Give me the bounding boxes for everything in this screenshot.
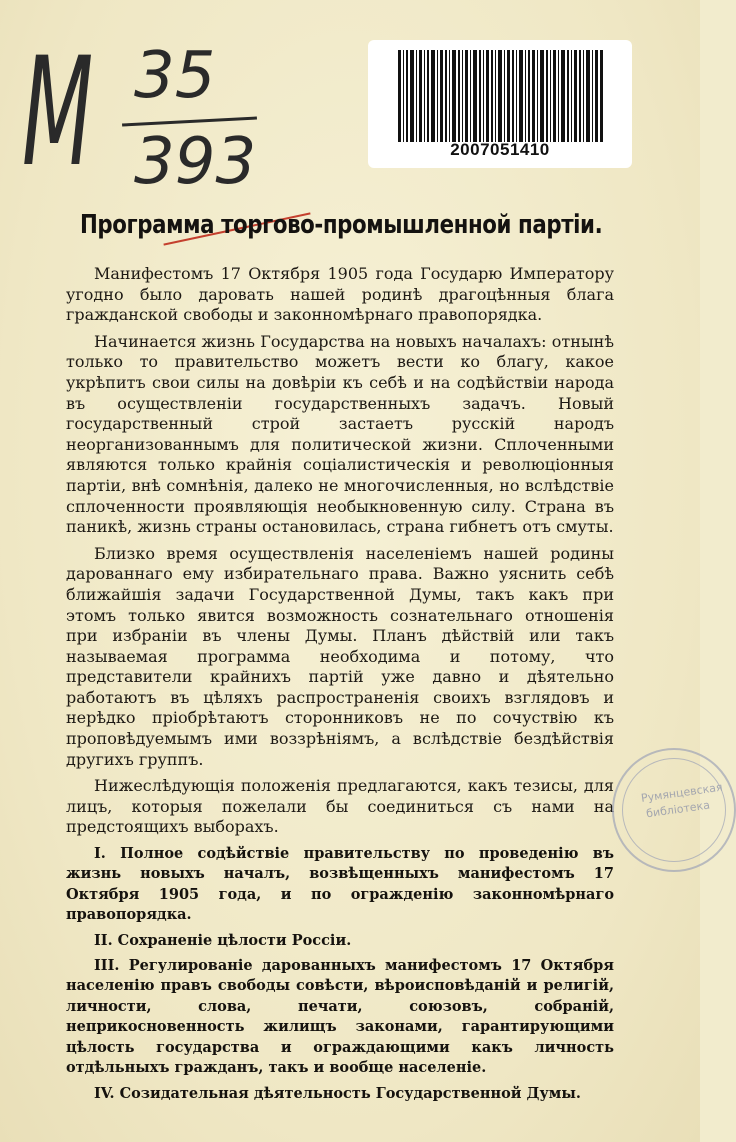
shelfmark-letter: M [22, 26, 94, 200]
shelfmark-top-number: 35 [134, 39, 216, 113]
thesis-3: III. Регулированіе дарованныхъ манифестомъ 17 Октября населенію правъ свободы совѣсти, вѣроисповѣданій и религій, личности, слова, печати, союзовъ, собраній, неприкосновенность жилищъ законами, гарантирующими цѣлость государства и ограждающими какъ личность отдѣльныхъ гражданъ, такъ и вообще населеніе. [66, 957, 614, 1077]
paragraph-elections: Близко время осуществленія населеніемъ нашей родины дарованнаго ему избирательнаго права. Важно уяснить себѣ ближайшія задачи Государственной Думы, такъ какъ при этомъ только явится возможность сознательнаго отношенія при избраніи въ члены Думы. Планъ дѣйствій или такъ называемая программа необходима и потому, что представители крайнихъ партій уже давно и дѣятельно работаютъ въ цѣляхъ распространенія своихъ взглядовъ и нерѣдко пріобрѣтаютъ сторонниковъ не по сочуствію къ проповѣдуемымъ ими воззрѣніямъ, а вслѣдствіе бездѣйствія другихъ группъ. [66, 543, 614, 769]
handwritten-shelfmark [22, 26, 322, 228]
barcode-icon [398, 50, 603, 142]
thesis-4: IV. Созидательная дѣятельность Государственной Думы. [94, 1084, 581, 1102]
paragraph-manifesto: Манифестомъ 17 Октября 1905 года Государю Императору угодно было даровать нашей родинѣ драгоцѣнныя блага гражданской свободы и законномѣрнаго правопорядка. [66, 264, 614, 325]
barcode-label [368, 40, 632, 168]
page-title: Программа торгово-промышленной партіи. [80, 210, 603, 240]
stamp-text: Румянцевская библіотека [640, 780, 724, 821]
paragraph-new-life: Начинается жизнь Государства на новыхъ началахъ: отнынѣ только то правительство можетъ вести ко благу, какое укрѣпитъ свои силы на довѣріи къ себѣ и на содѣйствіи народа въ осуществленіи государственныхъ задачъ. Новый государственный строй застаетъ русскій народъ неорганизованнымъ для политической жизни. Сплоченными являются только крайнія соціалистическія и революціонныя партіи, внѣ сомнѣнія, далеко не многочисленныя, но вслѣдствіе сплоченности проявляющія необыкновенную силу. Страна въ паникѣ, жизнь страны остановилась, страна гибнетъ отъ смуты. [66, 331, 614, 537]
barcode-number: 2007051410 [450, 140, 550, 159]
thesis-2: II. Сохраненіе цѣлости Россіи. [94, 931, 352, 949]
shelfmark-bottom-number: 393 [134, 125, 257, 199]
paragraph-theses-intro: Нижеслѣдующія положенія предлагаются, какъ тезисы, для лицъ, которыя пожелали бы соединиться съ нами на предстоящихъ выборахъ. [66, 776, 614, 837]
library-stamp [612, 748, 736, 872]
document-body [66, 264, 614, 1109]
thesis-1: I. Полное содѣйствіе правительству по проведенію въ жизнь новыхъ началъ, возвѣщенныхъ манифестомъ 17 Октября 1905 года, и по огражденію законномѣрнаго правопорядка. [66, 845, 614, 924]
